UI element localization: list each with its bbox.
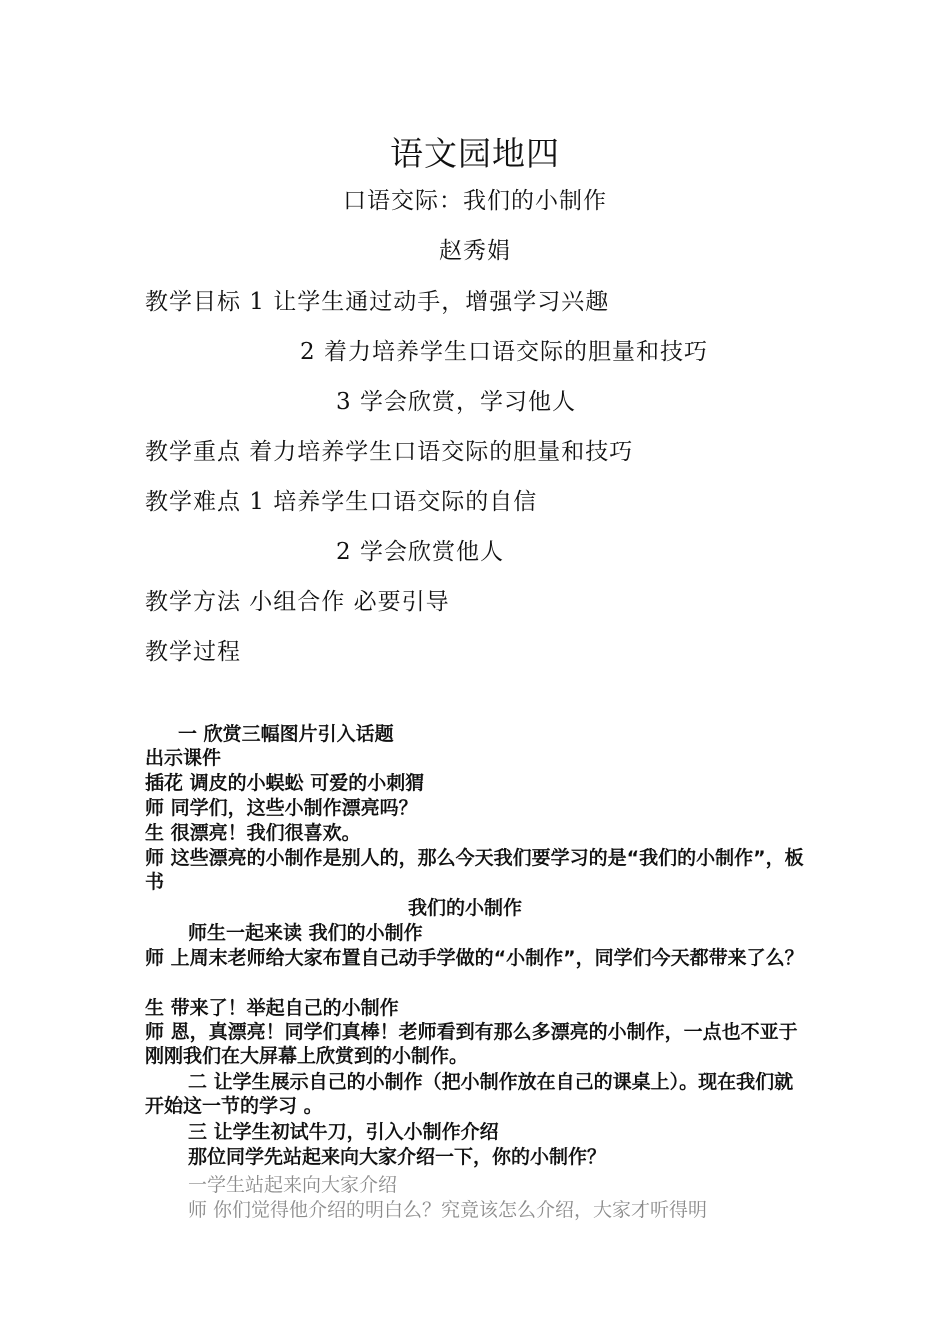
section-three-heading: 三 让学生初试牛刀，引入小制作介绍 — [188, 1121, 499, 1143]
teaching-goal-2: 2 着力培养学生口语交际的胆量和技巧 — [300, 339, 708, 365]
teaching-key-point: 教学重点 着力培养学生口语交际的胆量和技巧 — [145, 439, 634, 465]
body-line: 出示课件 — [145, 747, 222, 769]
doc-title: 语文园地四 — [390, 134, 560, 173]
body-line-faded: 师 你们觉得他介绍的明白么？究竟该怎么介绍，大家才听得明 — [188, 1199, 708, 1221]
section-two-paragraph: 二 让学生展示自己的小制作（把小制作放在自己的课桌上）。现在我们就开始这一节的学习 。 — [145, 1071, 794, 1117]
teaching-difficulty-1: 教学难点 1 培养学生口语交际的自信 — [145, 489, 538, 515]
teaching-process: 教学过程 — [145, 639, 241, 665]
doc-subtitle: 口语交际：我们的小制作 — [343, 188, 607, 214]
body-line: 师生一起来读 我们的小制作 — [188, 922, 423, 944]
body-paragraph: 师 上周末老师给大家布置自己动手学做的“小制作”，同学们今天都带来了么？ — [145, 947, 804, 969]
section-one-heading: 一 欣赏三幅图片引入话题 — [178, 723, 394, 745]
teaching-method: 教学方法 小组合作 必要引导 — [145, 589, 450, 615]
board-writing: 我们的小制作 — [408, 897, 523, 919]
body-line-faded: 一学生站起来向大家介绍 — [188, 1174, 398, 1196]
body-line: 生 带来了！举起自己的小制作 — [145, 997, 399, 1019]
body-line: 生 很漂亮！我们很喜欢。 — [145, 822, 361, 844]
doc-author: 赵秀娟 — [439, 238, 511, 264]
body-line: 那位同学先站起来向大家介绍一下，你的小制作？ — [188, 1146, 607, 1168]
body-paragraph: 师 这些漂亮的小制作是别人的，那么今天我们要学习的是“我们的小制作”，板书 — [145, 847, 804, 893]
body-line: 师 同学们，这些小制作漂亮吗？ — [145, 797, 418, 819]
body-line: 插花 调皮的小蜈蚣 可爱的小刺猬 — [145, 772, 425, 794]
body-paragraph: 师 恩，真漂亮！同学们真棒！老师看到有那么多漂亮的小制作，一点也不亚于刚刚我们在大屏幕上欣赏到的小制作。 — [145, 1021, 798, 1067]
teaching-goals: 教学目标 1 让学生通过动手，增强学习兴趣 — [145, 289, 610, 315]
teaching-goal-3: 3 学会欣赏，学习他人 — [336, 389, 576, 415]
teaching-difficulty-2: 2 学会欣赏他人 — [336, 539, 504, 565]
